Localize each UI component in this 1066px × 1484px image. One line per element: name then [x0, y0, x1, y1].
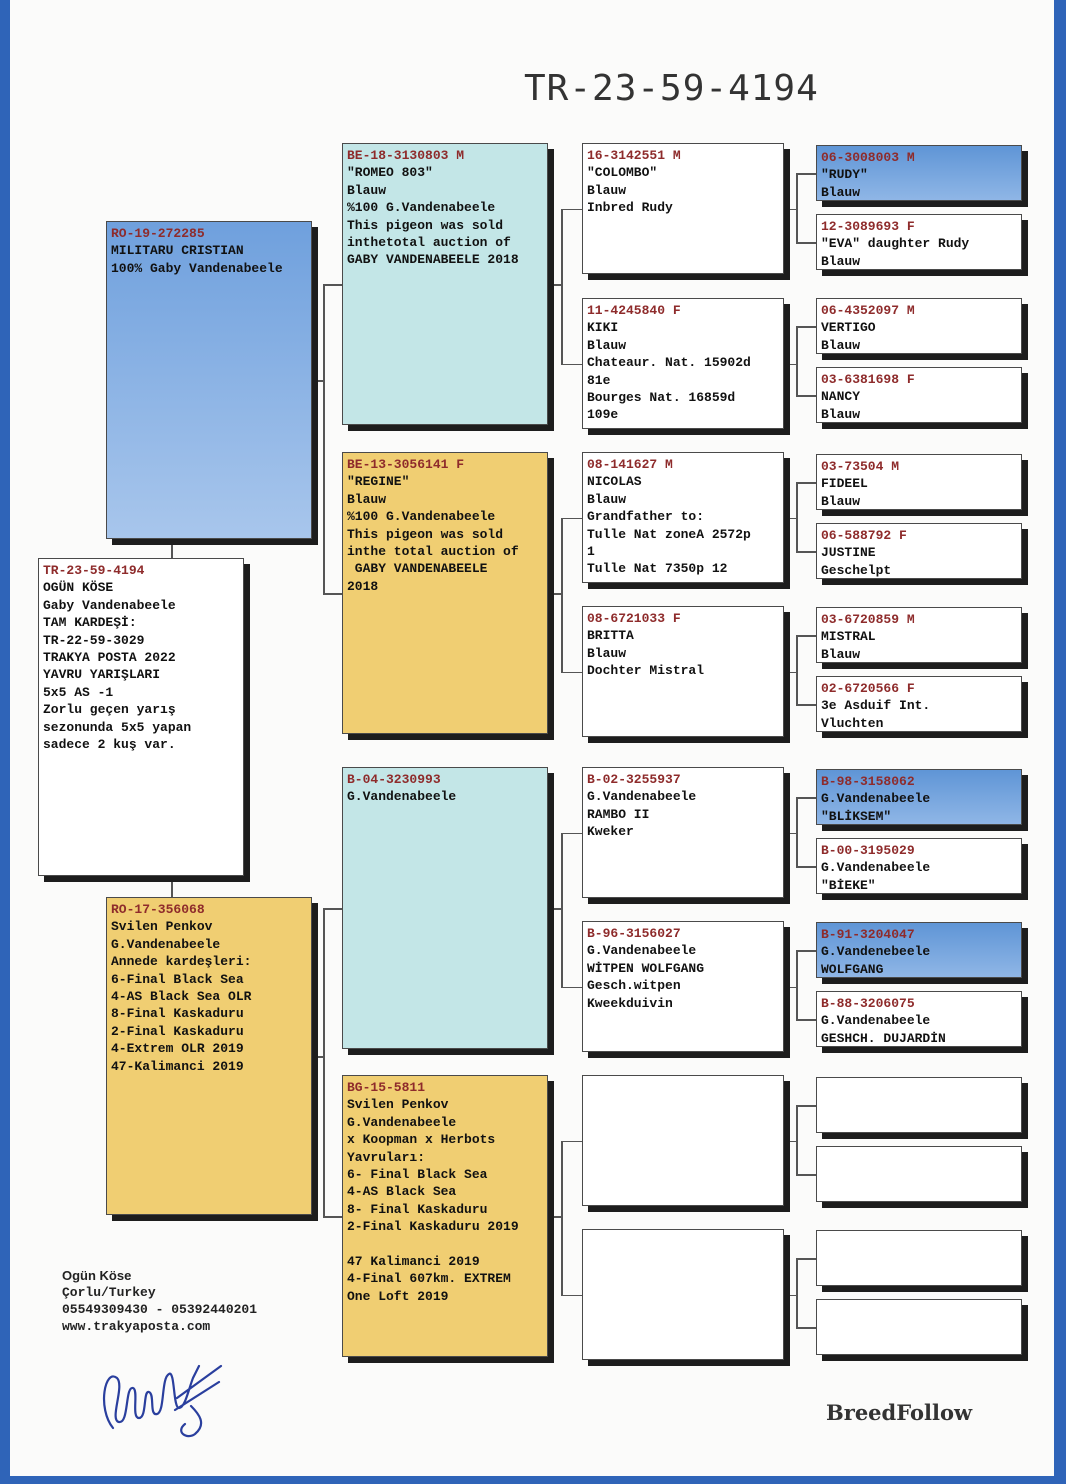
- connector-line: [323, 284, 342, 286]
- pedigree-line: G.Vandenabeele: [587, 943, 697, 959]
- pedigree-line: Blauw: [587, 645, 627, 661]
- pedigree-line: NICOLAS: [587, 474, 642, 490]
- connector-line: [784, 364, 796, 366]
- pedigree-line: 47 Kalimanci 2019: [347, 1254, 480, 1270]
- pedigree-line: inthetotal auction of: [347, 235, 511, 251]
- connector-line: [796, 704, 816, 706]
- pedigree-line: One Loft 2019: [347, 1288, 449, 1304]
- connector-line: [323, 1216, 342, 1218]
- pedigree-box-ssd: [582, 298, 784, 429]
- connector-line: [796, 950, 798, 1019]
- ring-number: 11-4245840 F: [587, 303, 681, 318]
- ring-number: [587, 1233, 779, 1250]
- pedigree-line: 4-AS Black Sea OLR: [111, 989, 252, 1005]
- pedigree-line: G.Vandenabeele: [347, 1114, 457, 1130]
- pedigree-box-g9: [816, 769, 1022, 825]
- pedigree-line: 4-Final 607km. EXTREM: [347, 1271, 511, 1287]
- pedigree-line: Dochter Mistral: [587, 663, 705, 679]
- connector-line: [561, 518, 582, 520]
- ring-number: 03-6381698 F: [821, 372, 915, 387]
- brand-logo: BreedFollow: [826, 1400, 973, 1425]
- connector-line: [796, 482, 816, 484]
- pedigree-box-dsd: [582, 921, 784, 1052]
- ring-number: [587, 1079, 779, 1096]
- connector-line: [784, 1141, 796, 1143]
- pedigree-line: 100% Gaby Vandenabeele: [111, 260, 283, 276]
- connector-line: [561, 1295, 582, 1297]
- signature-image: [95, 1348, 225, 1443]
- connector-line: [796, 482, 798, 551]
- pedigree-line: 6- Final Black Sea: [347, 1167, 488, 1183]
- pedigree-box-g12: [816, 991, 1022, 1047]
- ring-number: B-98-3158062: [821, 774, 915, 789]
- connector-line: [796, 950, 816, 952]
- ring-number: 16-3142551 M: [587, 148, 681, 163]
- pedigree-line: Blauw: [821, 493, 861, 509]
- page-title: TR-23-59-4194: [524, 68, 819, 109]
- connector-line: [548, 284, 561, 286]
- pedigree-line: Blauw: [821, 184, 861, 200]
- ring-number: 06-3008003 M: [821, 150, 915, 165]
- ring-number: 12-3089693 F: [821, 219, 915, 234]
- connector-line: [796, 395, 816, 397]
- pedigree-line: [347, 1236, 543, 1253]
- pedigree-box-g5: [816, 454, 1022, 510]
- ring-number: B-04-3230993: [347, 772, 441, 787]
- pedigree-line: VERTIGO: [821, 320, 876, 336]
- breeder-website: www.trakyaposta.com: [62, 1319, 211, 1334]
- pedigree-line: WİTPEN WOLFGANG: [587, 960, 705, 976]
- pedigree-box-g6: [816, 523, 1022, 579]
- pedigree-box-g1: [816, 145, 1022, 201]
- pedigree-line: NANCY: [821, 389, 861, 405]
- pedigree-line: TAM KARDEŞİ:: [43, 615, 137, 631]
- connector-line: [323, 908, 342, 910]
- pedigree-line: Chateaur. Nat. 15902d: [587, 355, 751, 371]
- pedigree-line: Inbred Rudy: [587, 200, 673, 216]
- connector-line: [784, 833, 796, 835]
- connector-line: [312, 1056, 323, 1058]
- pedigree-line: sadece 2 kuş var.: [43, 737, 176, 753]
- ring-number: B-96-3156027: [587, 926, 681, 941]
- ring-number: B-88-3206075: [821, 996, 915, 1011]
- pedigree-line: Bourges Nat. 16859d: [587, 390, 736, 406]
- ring-number: 06-588792 F: [821, 528, 907, 543]
- connector-line: [796, 1105, 798, 1174]
- pedigree-line: JUSTINE: [821, 545, 876, 561]
- connector-line: [323, 908, 325, 1216]
- connector-line: [796, 551, 816, 553]
- connector-line: [561, 518, 563, 672]
- pedigree-line: inthe total auction of: [347, 544, 519, 560]
- pedigree-line: Blauw: [347, 491, 387, 507]
- pedigree-line: Kweker: [587, 824, 634, 840]
- pedigree-line: 2-Final Kaskaduru: [111, 1023, 244, 1039]
- ring-number: 02-6720566 F: [821, 681, 915, 696]
- pedigree-line: "REGINE": [347, 474, 410, 490]
- pedigree-box-dss: [582, 767, 784, 898]
- pedigree-line: Blauw: [587, 337, 627, 353]
- pedigree-line: "BLİKSEM": [821, 808, 892, 824]
- pedigree-line: This pigeon was sold: [347, 526, 504, 542]
- pedigree-box-sire: [106, 221, 312, 539]
- pedigree-line: Annede kardeşleri:: [111, 954, 252, 970]
- pedigree-line: GABY VANDENABEELE: [347, 561, 488, 577]
- ring-number: [821, 1303, 1017, 1320]
- connector-line: [796, 1174, 816, 1176]
- pedigree-box-dam: [106, 897, 312, 1215]
- pedigree-box-sss: [582, 143, 784, 274]
- pedigree-line: Tulle Nat zoneA 2572p: [587, 526, 751, 542]
- pedigree-line: Svilen Penkov: [347, 1097, 449, 1113]
- pedigree-line: Gaby Vandenabeele: [43, 597, 176, 613]
- pedigree-box-g16: [816, 1299, 1022, 1355]
- pedigree-line: 4-Extrem OLR 2019: [111, 1041, 244, 1057]
- pedigree-line: 81e: [587, 372, 611, 388]
- pedigree-box-g14: [816, 1146, 1022, 1202]
- connector-line: [784, 209, 796, 211]
- pedigree-line: TRAKYA POSTA 2022: [43, 650, 176, 666]
- connector-line: [561, 672, 582, 674]
- ring-number: BE-13-3056141 F: [347, 457, 465, 472]
- connector-line: [548, 908, 561, 910]
- pedigree-box-g2: [816, 214, 1022, 270]
- pedigree-line: Blauw: [587, 182, 627, 198]
- connector-line: [561, 833, 563, 987]
- connector-line: [796, 797, 798, 866]
- connector-line: [796, 1327, 816, 1329]
- pedigree-line: 6-Final Black Sea: [111, 971, 244, 987]
- connector-line: [548, 593, 561, 595]
- pedigree-line: %100 G.Vandenabeele: [347, 509, 496, 525]
- pedigree-sheet: [10, 0, 1054, 1476]
- ring-number: 08-141627 M: [587, 457, 673, 472]
- pedigree-line: Gesch.witpen: [587, 978, 681, 994]
- ring-number: [821, 1150, 1017, 1167]
- pedigree-box-g8: [816, 676, 1022, 732]
- pedigree-box-g4: [816, 367, 1022, 423]
- pedigree-line: 3e Asduif Int.: [821, 698, 931, 714]
- ring-number: BG-15-5811: [347, 1080, 426, 1095]
- pedigree-line: %100 G.Vandenabeele: [347, 200, 496, 216]
- connector-line: [561, 987, 582, 989]
- breeder-phone: 05549309430 - 05392440201: [62, 1302, 258, 1317]
- pedigree-line: x Koopman x Herbots: [347, 1132, 496, 1148]
- pedigree-line: 5x5 AS -1: [43, 684, 114, 700]
- pedigree-line: Grandfather to:: [587, 509, 705, 525]
- connector-line: [784, 672, 796, 674]
- pedigree-box-sds: [582, 452, 784, 583]
- connector-line: [796, 866, 816, 868]
- pedigree-line: TR-22-59-3029: [43, 632, 145, 648]
- pedigree-line: OGÜN KÖSE: [43, 580, 114, 596]
- ring-number: 03-6720859 M: [821, 612, 915, 627]
- connector-line: [796, 1105, 816, 1107]
- pedigree-box-g3: [816, 298, 1022, 354]
- connector-line: [323, 593, 342, 595]
- connector-line: [796, 797, 816, 799]
- pedigree-box-sd: [342, 452, 548, 734]
- ring-number: [821, 1234, 1017, 1251]
- breeder-city: Çorlu/Turkey: [62, 1285, 156, 1300]
- ring-number: B-91-3204047: [821, 927, 915, 942]
- pedigree-line: MILITARU CRISTIAN: [111, 243, 244, 259]
- pedigree-box-g11: [816, 922, 1022, 978]
- pedigree-line: "ROMEO 803": [347, 165, 433, 181]
- pedigree-line: BRITTA: [587, 628, 634, 644]
- pedigree-box-g15: [816, 1230, 1022, 1286]
- ring-number: RO-17-356068: [111, 902, 205, 917]
- pedigree-line: 2018: [347, 578, 379, 594]
- pedigree-line: This pigeon was sold: [347, 217, 504, 233]
- pedigree-box-ss: [342, 143, 548, 425]
- connector-line: [561, 209, 582, 211]
- connector-line: [796, 326, 816, 328]
- ring-number: RO-19-272285: [111, 226, 205, 241]
- breeder-name: Ogün Köse: [62, 1268, 132, 1283]
- connector-line: [548, 1216, 561, 1218]
- connector-line: [561, 1141, 582, 1143]
- connector-line: [561, 364, 582, 366]
- connector-line: [796, 1019, 816, 1021]
- connector-line: [796, 1258, 798, 1327]
- connector-line: [784, 518, 796, 520]
- pedigree-line: Blauw: [587, 491, 627, 507]
- pedigree-box-g13: [816, 1077, 1022, 1133]
- ring-number: 06-4352097 M: [821, 303, 915, 318]
- connector-line: [796, 635, 798, 704]
- pedigree-line: G.Vandenabeele: [347, 789, 457, 805]
- pedigree-line: Blauw: [347, 182, 387, 198]
- pedigree-line: Blauw: [821, 646, 861, 662]
- pedigree-line: Tulle Nat 7350p 12: [587, 561, 728, 577]
- pedigree-line: RAMBO II: [587, 806, 650, 822]
- ring-number: B-00-3195029: [821, 843, 915, 858]
- connector-line: [784, 987, 796, 989]
- pedigree-line: G.Vandenabeele: [821, 860, 931, 876]
- ring-number: BE-18-3130803 M: [347, 148, 465, 163]
- connector-line: [561, 833, 582, 835]
- pedigree-line: G.Vandenabeele: [111, 936, 221, 952]
- pedigree-box-sdd: [582, 606, 784, 737]
- connector-line: [796, 326, 798, 395]
- connector-line: [323, 284, 325, 593]
- connector-line: [796, 635, 816, 637]
- pedigree-line: "RUDY": [821, 167, 868, 183]
- pedigree-line: KIKI: [587, 320, 619, 336]
- pedigree-line: GESHCH. DUJARDİN: [821, 1030, 946, 1046]
- connector-line: [796, 1258, 816, 1260]
- pedigree-line: G.Vandenabeele: [821, 1013, 931, 1029]
- pedigree-line: Yavruları:: [347, 1149, 426, 1165]
- pedigree-box-g7: [816, 607, 1022, 663]
- pedigree-box-ddd: [582, 1229, 784, 1360]
- connector-line: [796, 173, 798, 242]
- pedigree-line: Blauw: [821, 337, 861, 353]
- connector-line: [561, 209, 563, 364]
- pedigree-box-dd: [342, 1075, 548, 1357]
- pedigree-line: G.Vandenabeele: [587, 789, 697, 805]
- pedigree-line: Vluchten: [821, 715, 884, 731]
- pedigree-line: G.Vandenebeele: [821, 944, 931, 960]
- pedigree-line: "COLOMBO": [587, 165, 658, 181]
- pedigree-box-ds: [342, 767, 548, 1049]
- pedigree-line: G.Vandenabeele: [821, 791, 931, 807]
- pedigree-line: sezonunda 5x5 yapan: [43, 719, 192, 735]
- ring-number: TR-23-59-4194: [43, 563, 145, 578]
- pedigree-box-g10: [816, 838, 1022, 894]
- pedigree-line: GABY VANDENABEELE 2018: [347, 252, 519, 268]
- pedigree-line: Kweekduivin: [587, 995, 673, 1011]
- pedigree-line: YAVRU YARIŞLARI: [43, 667, 161, 683]
- pedigree-line: MISTRAL: [821, 629, 876, 645]
- connector-line: [561, 1141, 563, 1295]
- ring-number: 03-73504 M: [821, 459, 900, 474]
- connector-line: [312, 380, 323, 382]
- pedigree-line: 8-Final Kaskaduru: [111, 1006, 244, 1022]
- pedigree-line: Geschelpt: [821, 562, 892, 578]
- breeder-contact: [62, 1267, 257, 1335]
- ring-number: B-02-3255937: [587, 772, 681, 787]
- pedigree-box-dds: [582, 1075, 784, 1206]
- connector-line: [796, 173, 816, 175]
- pedigree-line: "BİEKE": [821, 877, 876, 893]
- pedigree-line: Zorlu geçen yarış: [43, 702, 176, 718]
- pedigree-line: Blauw: [821, 253, 861, 269]
- pedigree-line: 1: [587, 544, 595, 560]
- connector-line: [796, 242, 816, 244]
- pedigree-line: 109e: [587, 407, 619, 423]
- ring-number: [821, 1081, 1017, 1098]
- pedigree-box-subject: [38, 558, 244, 876]
- pedigree-line: FIDEEL: [821, 476, 868, 492]
- pedigree-line: "EVA" daughter Rudy: [821, 236, 970, 252]
- pedigree-line: 2-Final Kaskaduru 2019: [347, 1219, 519, 1235]
- pedigree-line: Svilen Penkov: [111, 919, 213, 935]
- pedigree-line: 8- Final Kaskaduru: [347, 1201, 488, 1217]
- pedigree-line: 4-AS Black Sea: [347, 1184, 457, 1200]
- pedigree-line: 47-Kalimanci 2019: [111, 1058, 244, 1074]
- pedigree-line: Blauw: [821, 406, 861, 422]
- connector-line: [784, 1295, 796, 1297]
- ring-number: 08-6721033 F: [587, 611, 681, 626]
- pedigree-line: WOLFGANG: [821, 961, 884, 977]
